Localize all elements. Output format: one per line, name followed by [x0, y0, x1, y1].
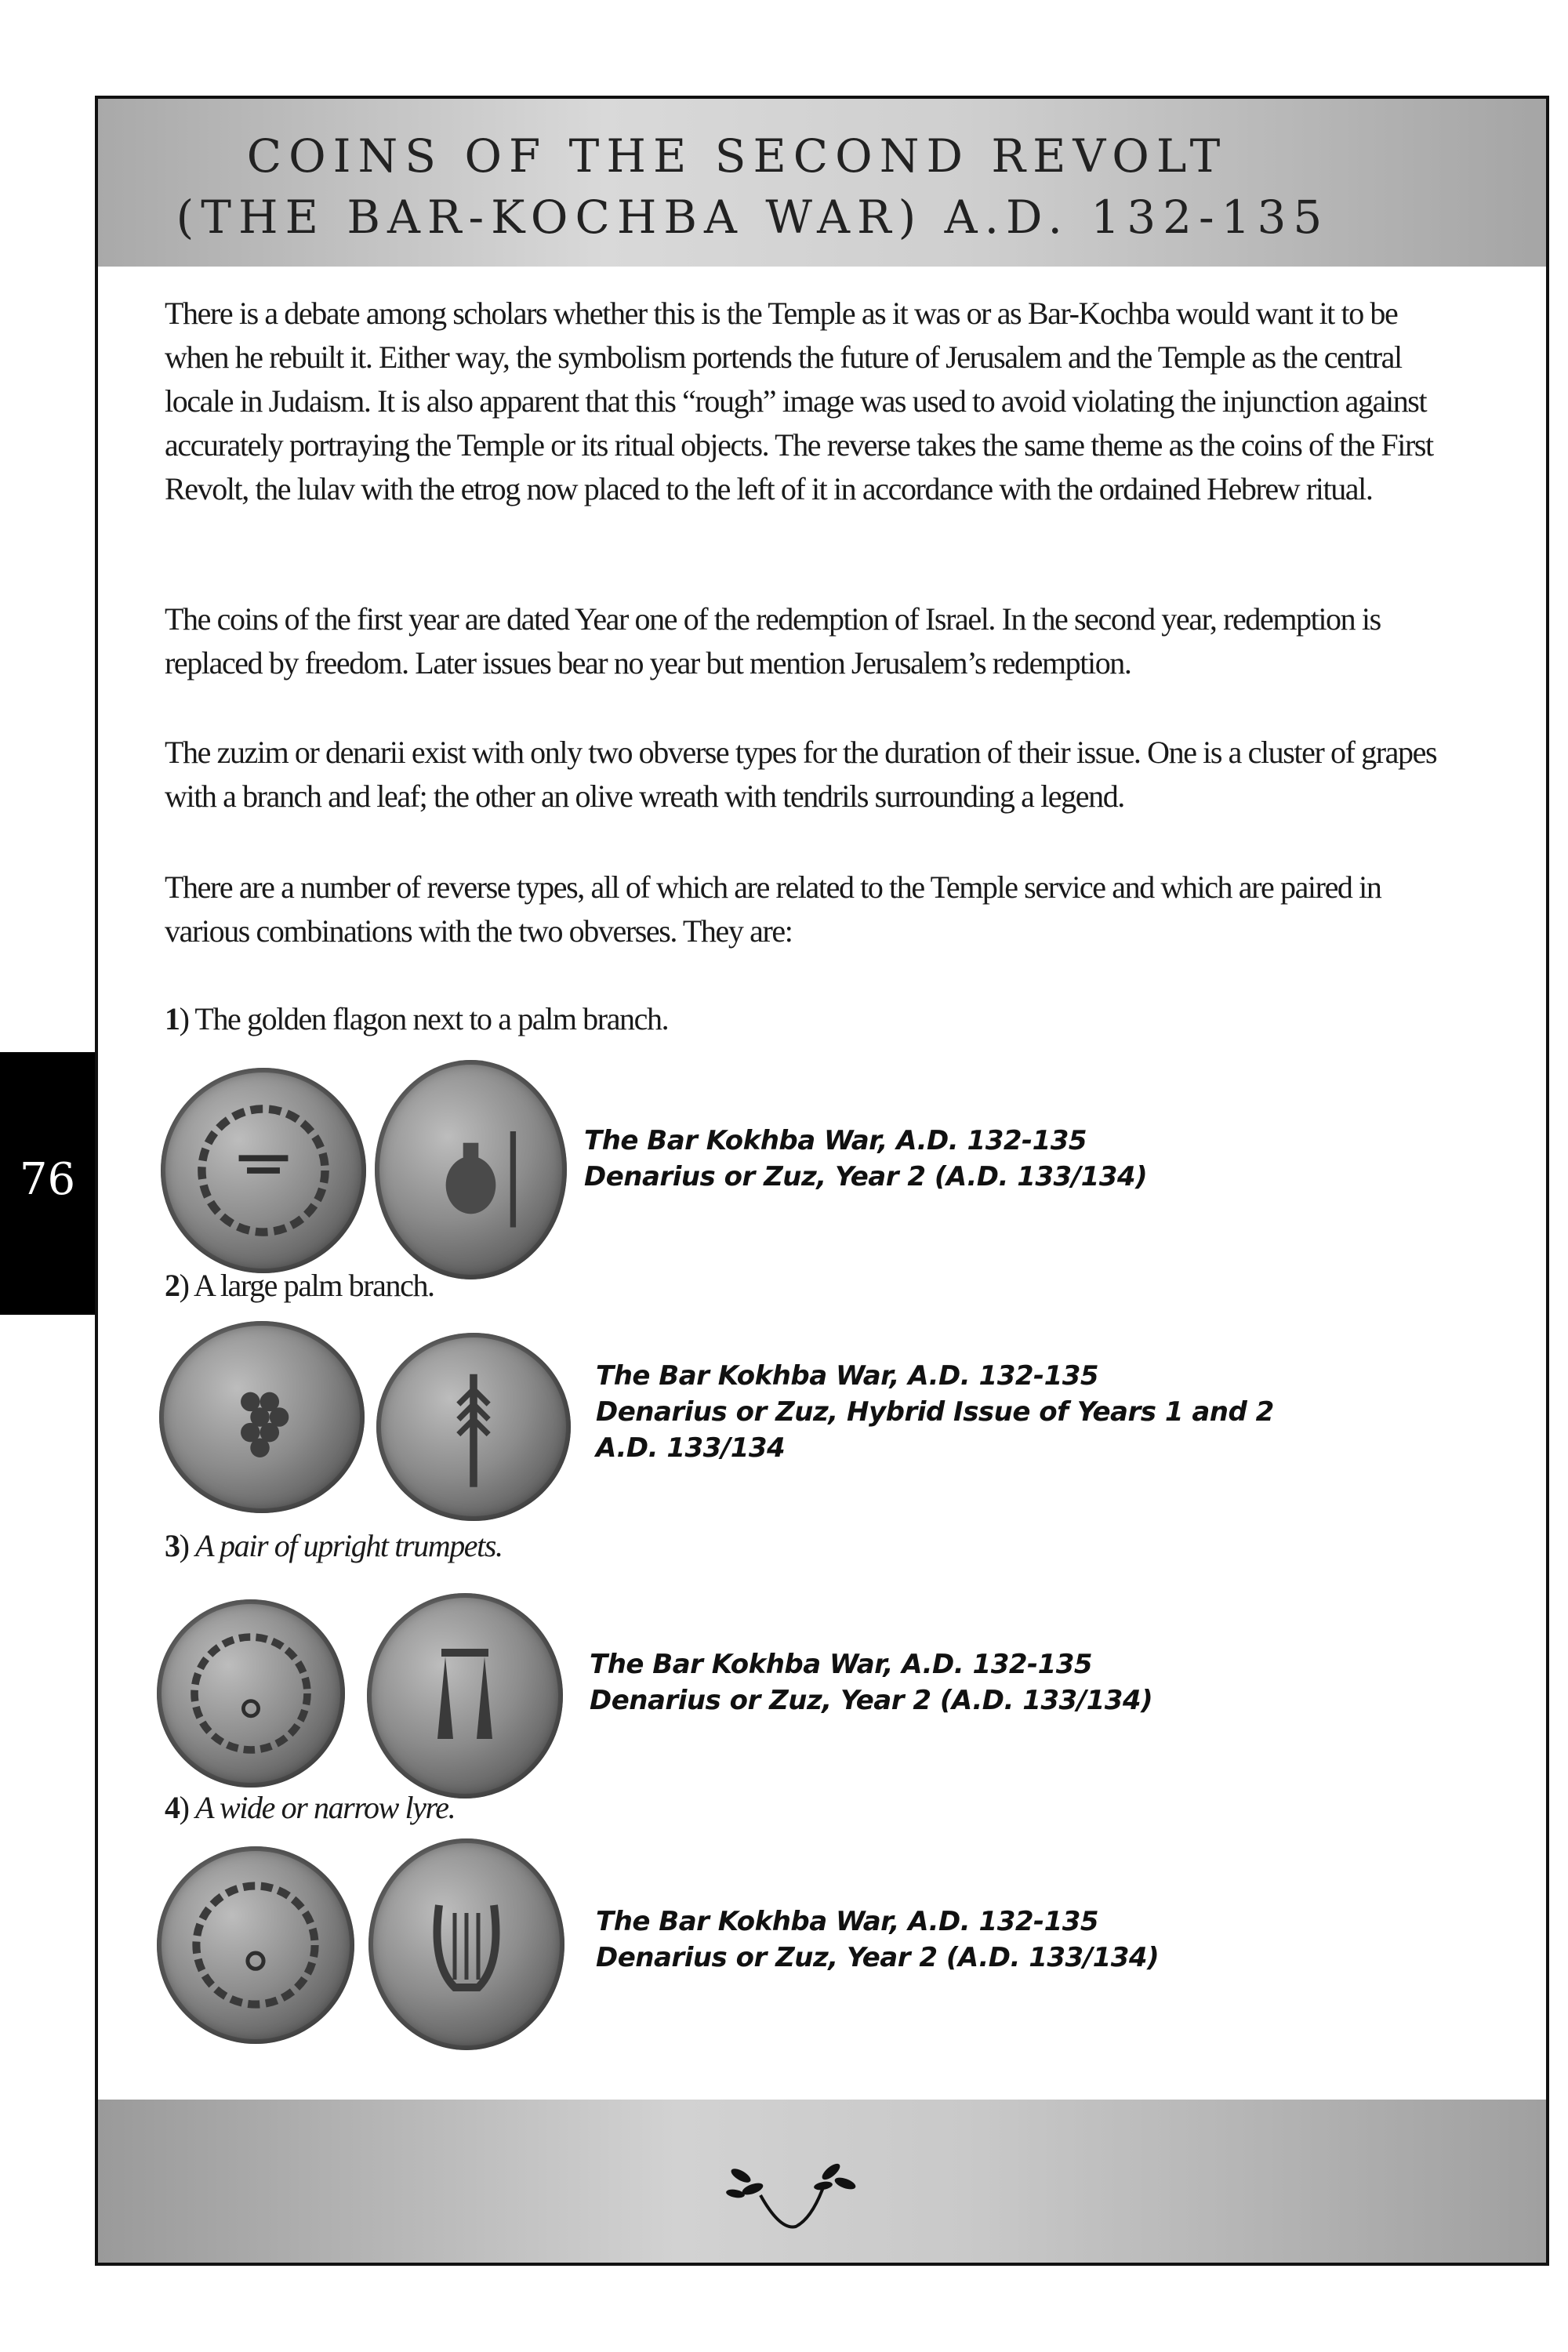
coin-reverse-trumpets-image — [367, 1593, 563, 1798]
coin-obverse-wreath-image — [157, 1846, 354, 2044]
item-description: The golden flagon next to a palm branch. — [194, 1001, 669, 1036]
caption-line: The Bar Kokhba War, A.D. 132-135 — [584, 1125, 1087, 1156]
page-number: 76 — [19, 1154, 76, 1205]
leaf-sprig-ornament-icon — [706, 2140, 878, 2234]
caption-line: Denarius or Zuz, Year 2 (A.D. 133/134) — [584, 1161, 1148, 1192]
caption-line: A.D. 133/134 — [596, 1432, 786, 1464]
item-description: A wide or narrow lyre. — [195, 1790, 456, 1825]
paragraph-reverse-types: There are a number of reverse types, all of which are related to the Temple service and which are paired in various combinations with the two obverses. They are: — [165, 869, 1381, 949]
caption-line: Denarius or Zuz, Year 2 (A.D. 133/134) — [590, 1685, 1153, 1716]
caption-line: Denarius or Zuz, Hybrid Issue of Years 1 and 2 — [596, 1396, 1274, 1428]
title-line-2: (THE BAR-KOCHBA WAR) A.D. 132-135 — [176, 191, 1330, 244]
coin-obverse-grapes-image — [159, 1321, 365, 1513]
paragraph-temple-debate: There is a debate among scholars whether this is the Temple as it was or as Bar-Kochba would want it to be when he rebuilt it. Either way, the symbolism portends the future of Jerusalem and the Temple as the central locale in Judaism. It is also apparent that this “rough” image was used to avoid violating the injunction against accurately portraying the Temple or its ritual objects. The reverse takes the same theme as the coins of the First Revolt, the lulav with the etrog now placed to the left of it in accordance with the ordained Hebrew ritual. — [165, 296, 1433, 506]
item-heading-palm-branch: 2) A large palm branch. — [165, 1268, 434, 1303]
caption-coin-3 — [590, 1646, 1152, 1719]
item-number: 2 — [165, 1268, 180, 1303]
caption-line: The Bar Kokhba War, A.D. 132-135 — [596, 1360, 1099, 1392]
item-number: 3 — [165, 1528, 180, 1563]
caption-coin-2 — [596, 1358, 1274, 1466]
item-description: A pair of upright trumpets. — [195, 1528, 503, 1563]
caption-line: The Bar Kokhba War, A.D. 132-135 — [596, 1906, 1099, 1937]
caption-line: Denarius or Zuz, Year 2 (A.D. 133/134) — [596, 1942, 1160, 1973]
item-description: A large palm branch. — [193, 1268, 434, 1303]
coin-reverse-flagon-image — [375, 1060, 567, 1279]
item-heading-lyre: 4) A wide or narrow lyre. — [165, 1790, 456, 1825]
coin-reverse-palm-branch-image — [376, 1333, 571, 1521]
page-title — [98, 125, 1376, 248]
item-heading-trumpets: 3) A pair of upright trumpets. — [165, 1528, 503, 1563]
caption-coin-4 — [596, 1904, 1159, 1976]
title-line-1: COINS OF THE SECOND REVOLT — [246, 129, 1228, 183]
paragraph-year-dating: The coins of the first year are dated Year one of the redemption of Israel. In the second year, redemption is replaced by freedom. Later issues bear no year but mention Jerusalem’s redemption. — [165, 601, 1381, 681]
item-number: 4 — [165, 1790, 180, 1825]
caption-line: The Bar Kokhba War, A.D. 132-135 — [590, 1649, 1093, 1680]
coin-reverse-lyre-image — [368, 1838, 564, 2050]
item-heading-flagon: 1) The golden flagon next to a palm branch. — [165, 1001, 669, 1036]
caption-coin-1 — [584, 1123, 1147, 1195]
coin-obverse-wreath-image — [161, 1068, 366, 1273]
item-number: 1 — [165, 1001, 180, 1036]
paragraph-obverse-types: The zuzim or denarii exist with only two obverse types for the duration of their issue. One is a cluster of grapes with a branch and leaf; the other an olive wreath with tendrils surrounding a legend. — [165, 735, 1437, 814]
coin-obverse-wreath-image — [157, 1599, 345, 1788]
